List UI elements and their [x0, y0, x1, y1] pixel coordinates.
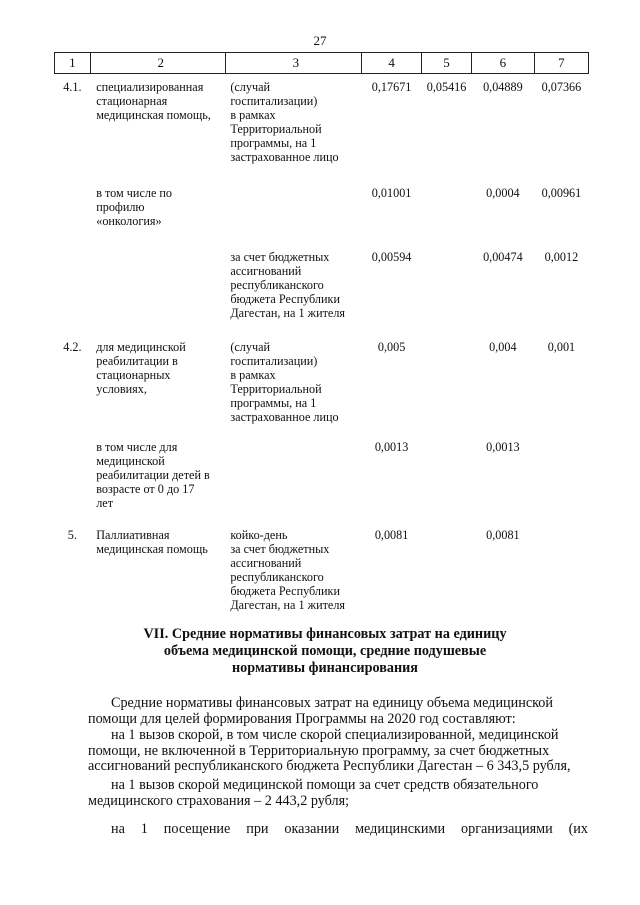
text-line: помощи для целей формирования Программы на 2020 год составляют:: [88, 710, 516, 727]
value-cell-c6: 0,0004: [486, 186, 520, 200]
cell-line: в том числе для: [96, 440, 178, 454]
column-header: 5: [422, 53, 472, 74]
row-unit-cell: [225, 430, 361, 516]
cell-line: программы, на 1: [230, 136, 317, 150]
cell-line: за счет бюджетных: [230, 250, 330, 264]
value-cell-c7: [534, 430, 588, 516]
cell-line: за счет бюджетных: [230, 542, 330, 556]
cell-line: застрахованное лицо: [230, 150, 339, 164]
value-cell-c5: [422, 326, 472, 430]
cell-line: госпитализации): [230, 94, 318, 108]
table-row: [55, 170, 589, 234]
cell-line: специализированная: [96, 80, 204, 94]
cell-line: в том числе по: [96, 186, 173, 200]
table-row: [55, 234, 589, 326]
table-body: [55, 74, 589, 619]
row-unit-cell: [225, 516, 361, 618]
column-header: 7: [534, 53, 588, 74]
table-row: [55, 74, 589, 171]
value-cell-c4: 0,00594: [371, 250, 412, 264]
paragraph-visit: [88, 822, 588, 838]
row-name-cell: [90, 74, 225, 171]
cell-line: медицинская помощь,: [96, 108, 211, 122]
cell-line: застрахованное лицо: [230, 410, 339, 424]
table-header-row: [55, 53, 589, 74]
value-cell-c4: 0,0013: [374, 440, 409, 454]
cell-line: Дагестан, на 1 жителя: [230, 598, 346, 612]
text-line: на 1 вызов скорой медицинской помощи за счет средств обязательного: [111, 777, 539, 793]
row-number-cell: 4.2.: [63, 340, 82, 354]
text-line: на 1 вызов скорой, в том числе скорой специализированной, медицинской: [111, 727, 559, 743]
row-name-cell: [90, 516, 225, 618]
section-title: [90, 626, 560, 677]
row-number-cell: [55, 234, 91, 326]
value-cell-c5: 0,05416: [426, 80, 467, 94]
text-line: Средние нормативы финансовых затрат на единицу объема медицинской: [111, 695, 553, 711]
value-cell-c5: [422, 516, 472, 618]
text-line: медицинского страхования – 2 443,2 рубля;: [88, 792, 350, 809]
column-header: 2: [90, 53, 225, 74]
cell-line: для медицинской: [96, 340, 186, 354]
row-unit-cell: [225, 234, 361, 326]
table-row: [55, 516, 589, 618]
cell-line: в рамках: [230, 108, 276, 122]
cell-line: республиканского: [230, 570, 324, 584]
paragraph-intro: [88, 696, 588, 727]
cell-line: медицинская помощь: [96, 542, 208, 556]
value-cell-c5: [422, 170, 472, 234]
cell-line: лет: [96, 496, 114, 510]
cell-line: Территориальной: [230, 382, 322, 396]
column-header: 1: [55, 53, 91, 74]
cell-line: стационарная: [96, 94, 168, 108]
value-cell-c7: 0,07366: [541, 80, 582, 94]
cell-line: республиканского: [230, 278, 324, 292]
value-cell-c6: 0,0081: [486, 528, 520, 542]
paragraph-ambulance-budget: [88, 728, 588, 775]
cell-line: условиях,: [96, 382, 147, 396]
section-title-line: объема медицинской помощи, средние подушевые: [163, 643, 487, 659]
cell-line: Паллиативная: [96, 528, 170, 542]
cell-line: в рамках: [230, 368, 276, 382]
row-number-cell: 4.1.: [63, 80, 82, 94]
column-header: 3: [225, 53, 361, 74]
value-cell-c6: 0,00474: [483, 250, 523, 264]
row-number-cell: 5.: [67, 528, 77, 542]
section-title-line: нормативы финансирования: [232, 660, 418, 676]
value-cell-c5: [422, 234, 472, 326]
value-cell-c6: 0,0013: [486, 440, 520, 454]
row-number-cell: [55, 170, 91, 234]
cell-line: бюджета Республики: [230, 584, 340, 598]
cell-line: реабилитации в: [96, 354, 178, 368]
value-cell-c7: 0,0012: [544, 250, 579, 264]
value-cell-c6: 0,04889: [483, 80, 523, 94]
row-name-cell: [90, 234, 225, 326]
column-header: 4: [361, 53, 421, 74]
paragraph-ambulance-oms: [88, 778, 588, 809]
column-header: 6: [471, 53, 534, 74]
row-unit-cell: [225, 170, 361, 234]
page-number: 27: [313, 33, 327, 48]
value-cell-c7: [534, 516, 588, 618]
value-cell-c6: 0,004: [489, 340, 517, 354]
cell-line: (случай: [230, 80, 271, 94]
cell-line: ассигнований: [230, 556, 302, 570]
text-line: помощи, не включенной в Территориальную программу, за счет бюджетных: [88, 742, 550, 759]
value-cell-c4: 0,01001: [371, 186, 412, 200]
cell-line: программы, на 1: [230, 396, 317, 410]
norms-table: [54, 52, 589, 618]
cell-line: койко-день: [230, 528, 288, 542]
value-cell-c4: 0,0081: [374, 528, 409, 542]
table-row: [55, 430, 589, 516]
row-name-cell: [90, 326, 225, 430]
cell-line: ассигнований: [230, 264, 302, 278]
section-title-line: VII. Средние нормативы финансовых затрат на единицу: [143, 626, 507, 642]
row-number-cell: [55, 430, 91, 516]
value-cell-c7: 0,00961: [541, 186, 582, 200]
cell-line: Территориальной: [230, 122, 322, 136]
cell-line: реабилитации детей в: [96, 468, 210, 482]
cell-line: Дагестан, на 1 жителя: [230, 306, 346, 320]
cell-line: возрасте от 0 до 17: [96, 482, 195, 496]
row-name-cell: [90, 430, 225, 516]
cell-line: госпитализации): [230, 354, 318, 368]
row-unit-cell: [225, 326, 361, 430]
cell-line: медицинской: [96, 454, 165, 468]
value-cell-c7: 0,001: [547, 340, 576, 354]
value-cell-c4: 0,005: [377, 340, 406, 354]
cell-line: «онкология»: [96, 214, 162, 228]
text-line: ассигнований республиканского бюджета Республики Дагестан – 6 343,5 рубля,: [88, 758, 571, 774]
cell-line: профилю: [96, 200, 145, 214]
table-row: [55, 326, 589, 430]
row-name-cell: [90, 170, 225, 234]
text-line: на 1 посещение при оказании медицинскими организациями (их: [111, 821, 588, 837]
row-unit-cell: [225, 74, 361, 171]
cell-line: стационарных: [96, 368, 171, 382]
value-cell-c4: 0,17671: [371, 80, 412, 94]
cell-line: бюджета Республики: [230, 292, 340, 306]
value-cell-c5: [422, 430, 472, 516]
cell-line: (случай: [230, 340, 271, 354]
